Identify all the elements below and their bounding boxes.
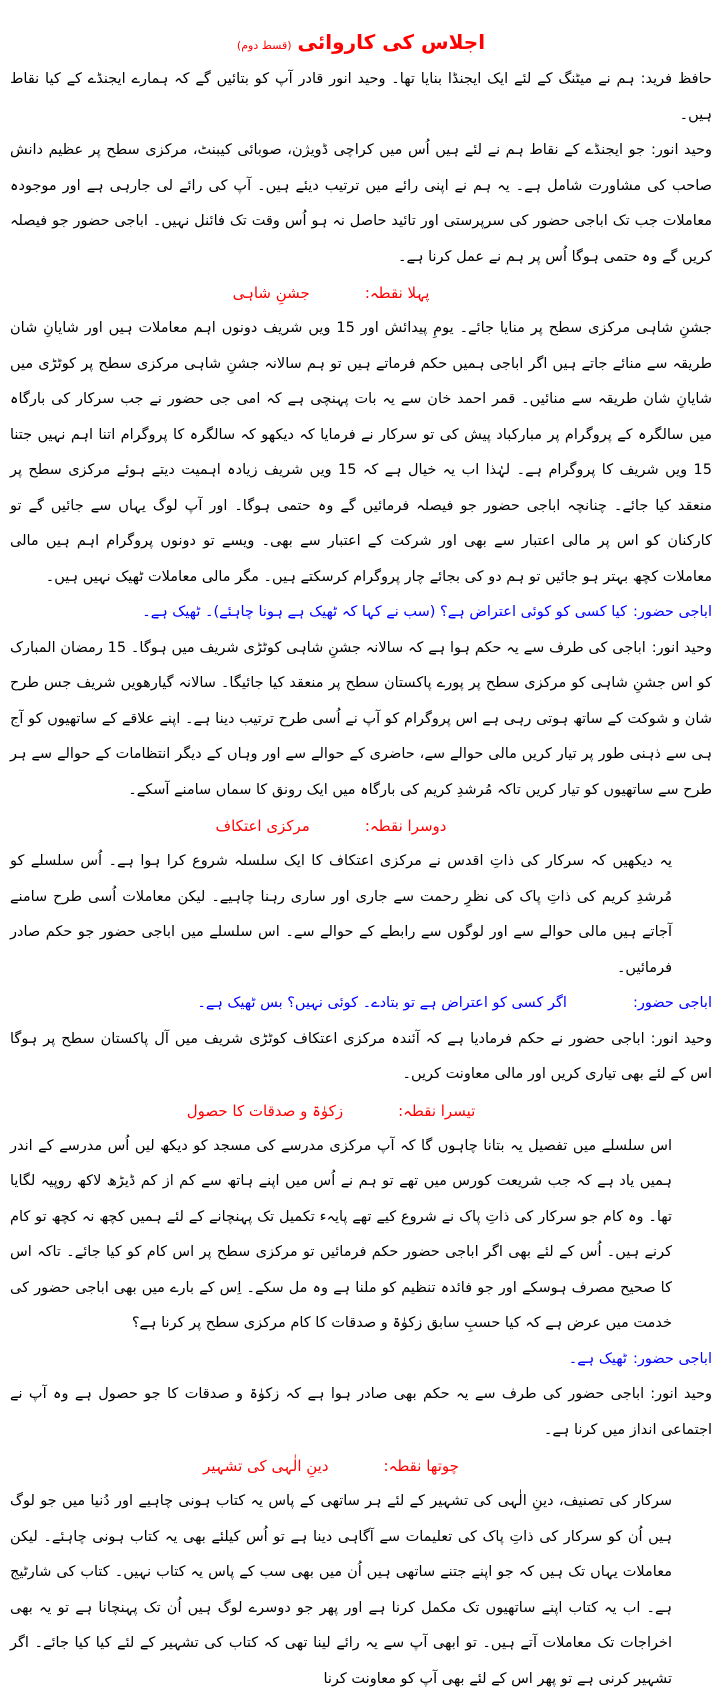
- section-heading-1: [10, 275, 712, 311]
- speaker-label: اباجی حضور:: [632, 1350, 712, 1367]
- speaker-label: اباجی حضور:: [632, 995, 712, 1011]
- paragraph-abaji-reply-2: [10, 986, 712, 1022]
- paragraph-text: اباجی کی طرف سے یہ حکم ہوا ہے کہ سالانہ جشنِ شاہی کوٹڑی شریف میں ہوگا۔ 15 رمضان المبارک کو اس جشنِ شاہی کو مرکزی سطح پر پورے پاکستان سطح پر منعقد کیا جائیگا۔ سالانہ گیارھویں شریف جس طرح شان و شوکت کے ساتھ ہوتی رہی ہے اس پروگرام کو آپ نے اُسی طرح ترتیب دینا ہے۔ اپنے علاقے کے ساتھیوں کو آج ہی سے ذہنی طور پر تیار کریں مالی حوالے سے، حاضری کے حوالے سے اور وہاں کے دیگر انتظامات کے حوالے سے ہر طرح سے ساتھیوں کو تیار کریں تاکہ مُرشدِ کریم کی بارگاہ میں ایک رونق کا سماں سامنے آسکے۔: [10, 639, 712, 798]
- heading-topic: دینِ الٰہی کی تشہیر: [203, 1457, 329, 1475]
- paragraph-text: جو ایجنڈے کے نقاط ہم نے لئے ہیں اُس میں کراچی ڈویژن، صوبائی کیبنٹ، مرکزی سطح پر عظیم دانش صاحب کی مشاورت شامل ہے۔ یہ ہم نے اپنی رائے میں ترتیب دیئے ہیں۔ آپ کی رائے لی جارہی ہے اور موجودہ معاملات جب تک اباجی حضور کی سرپرستی اور تائید حاصل نہ ہو اُس وقت تک فائنل نہیں۔ اباجی حضور جو فیصلہ کریں گے وہ حتمی ہوگا اُس پر ہم نے عمل کرنا ہے۔: [10, 142, 712, 265]
- paragraph-jashn-shahi: جشنِ شاہی مرکزی سطح پر منایا جائے۔ یومِ پیدائش اور 15 ویں شریف دونوں اہم معاملات ہیں اور شایانِ شان طریقہ سے منائے جاتے ہیں اگر اباجی ہمیں حکم فرماتے ہیں تو ہم سالانہ جشنِ شاہی مرکزی سطح پر کوٹڑی میں شایانِ شان طریقہ سے منائیں۔ قمر احمد خان سے یہ بات پہنچی ہے کہ امی جی حضور نے جب سرکار کی بارگاہ میں سالگرہ کے پروگرام پر مبارکباد پیش کی تو سرکار نے فرمایا کہ دیکھو کہ سالگرہ کا پروگرام اتنا اہم نہیں جتنا 15 ویں شریف کا پروگرام ہے۔ لہٰذا اب یہ خیال ہے کہ 15 ویں شریف زیادہ اہمیت دیتے ہوئے مرکزی سطح پر منعقد کیا جائے۔ چنانچہ اباجی حضور جو فیصلہ فرمائیں گے وہ حتمی ہوگا۔ اور آپ لوگ یہاں سے جائیں گے تو کارکنان کو اس پر مالی اعتبار سے بھی اور شرکت کے اعتبار سے بھی۔ ویسے تو دونوں پروگرام اہم ہیں مالی معاملات کچھ بہتر ہو جائیں تو ہم دو کی بجائے چار پروگرام کرسکتے ہیں۔ مگر مالی معاملات ٹھیک نہیں ہیں۔: [10, 320, 713, 585]
- paragraph-waheed-anwar-2: [10, 631, 712, 809]
- heading-topic: مرکزی اعتکاف: [215, 817, 310, 835]
- heading-label: چوتھا نقطہ:: [383, 1457, 459, 1475]
- document-title: [10, 22, 712, 62]
- paragraph-deen-e-ilahi: سرکار کی تصنیف، دینِ الٰہی کی تشہیر کے لئے ہر ساتھی کے پاس یہ کتاب ہونی چاہیے اور دُنیا میں جو لوگ ہیں اُن کو سرکار کی ذاتِ پاک کی تعلیمات سے آگاہی دینا ہے تو اُس کیلئے بھی یہ کتاب ہونی چاہئے۔ لیکن معاملات یہاں تک ہیں کہ جو اپنے جتنے ساتھی ہیں اُن میں بھی سب کے پاس یہ کتاب نہیں۔ کتاب کی شارٹیج ہے۔ اب یہ کتاب اپنے ساتھیوں تک مکمل کرنا ہے اور پھر جو دوسرے لوگ ہیں اُن تک پہنچانا ہے تو یہ بھی اخراجات تک معاملات آتے ہیں۔ تو ابھی آپ سے یہ رائے لینا تھی کہ کتاب کی تشہیر کے لئے کیا کیا جائے۔ اگر تشہیر کرنی ہے تو پھر اس کے لئے بھی آپ کو معاونت کرنا: [10, 1493, 672, 1687]
- speaker-label: وحید انور:: [651, 142, 712, 158]
- paragraph-text: اباجی حضور کی طرف سے یہ حکم بھی صادر ہوا ہے کہ زکوٰۃ و صدقات کا جو حصول ہے وہ آپ نے اجتماعی انداز میں کرنا ہے۔: [10, 1386, 712, 1438]
- heading-label: تیسرا نقطہ:: [398, 1101, 476, 1120]
- paragraph-text: اباجی حضور نے حکم فرمادیا ہے کہ آئندہ مرکزی اعتکاف کوٹڑی شریف میں آل پاکستان سطح پر ہوگا اس کے لئے بھی تیاری کریں اور مالی معاونت کریں۔: [10, 1030, 712, 1082]
- heading-topic: زکوٰۃ و صدقات کا حصول: [186, 1101, 344, 1120]
- paragraph-zakat: اس سلسلے میں تفصیل یہ بتانا چاہوں گا کہ آپ مرکزی مدرسے کی مسجد کو دیکھ لیں اُس مدرسے کے اندر ہمیں یاد ہے کہ جب شریعت کورس میں تھے تو ہم نے اُس میں اپنے ہاتھ سے کم از کم ڈیڑھ لاکھ روپیہ لگایا تھا۔ وہ کام جو سرکار کی ذاتِ پاک نے شروع کیے تھے پایہء تکمیل تک پہنچانے کے لئے ہمیں کچھ نہ کچھ تو کام کرنے ہیں۔ اُس کے لئے بھی اگر اباجی حضور حکم فرمائیں تو مرکزی سطح پر اس کام کو کیا جائے۔ تاکہ اس کا صحیح مصرف ہوسکے اور جو فائدہ تنظیم کو ملنا ہے وہ مل سکے۔ اِس کے بارے میں بھی اباجی حضور کی خدمت میں عرض ہے کہ کیا حسبِ سابق زکوٰۃ و صدقات کا کام مرکزی سطح پر کرنا ہے؟: [10, 1137, 672, 1331]
- heading-topic: جشنِ شاہی: [232, 284, 310, 302]
- paragraph-waheed-anwar-1: [10, 133, 712, 275]
- speaker-label: حافظ فرید:: [640, 71, 712, 87]
- speaker-label: اباجی حضور:: [632, 604, 712, 620]
- section-heading-2: [10, 808, 712, 844]
- paragraph-itikaf: یہ دیکھیں کہ سرکار کی ذاتِ اقدس نے مرکزی اعتکاف کا ایک سلسلہ شروع کرا ہوا ہے۔ اُس سلسلے کو مُرشدِ کریم کی ذاتِ پاک کی نظرِ رحمت سے جاری اور ساری رہنا چاہیے۔ لیکن معاملات اُسی طرح سامنے آجاتے ہیں مالی حوالے سے اور لوگوں سے رابطے کے حوالے سے۔ اس سلسلے میں اباجی حضور جو حکم صادر فرمائیں۔: [10, 853, 672, 976]
- speaker-label: وحید انور:: [650, 1386, 712, 1402]
- paragraph-hafiz-farid: [10, 62, 712, 133]
- section-heading-4: [10, 1448, 712, 1484]
- subtitle-text: (قسط دوم): [236, 39, 292, 52]
- heading-label: پہلا نقطہ:: [364, 284, 430, 302]
- paragraph-waheed-anwar-3: [10, 1022, 712, 1093]
- paragraph-text: اگر کسی کو اعتراض ہے تو بتادے۔ کوئی نہیں؟ بس ٹھیک ہے۔: [197, 995, 567, 1011]
- paragraph-text: کیا کسی کو کوئی اعتراض ہے؟ (سب نے کہا کہ ٹھیک ہے ہونا چاہئے)۔ ٹھیک ہے۔: [142, 604, 627, 620]
- speaker-label: وحید انور:: [650, 1030, 712, 1047]
- paragraph-text: ٹھیک ہے۔: [568, 1350, 627, 1367]
- paragraph-waheed-anwar-4: [10, 1377, 712, 1448]
- paragraph-text: ہم نے میٹنگ کے لئے ایک ایجنڈا بنایا تھا۔ وحید انور قادر آپ کو بتائیں گے کہ ہمارے ایجنڈے کے کیا نقاط ہیں۔: [10, 71, 712, 123]
- section-heading-3: [10, 1093, 712, 1129]
- speaker-label: وحید انور:: [651, 639, 712, 656]
- heading-label: دوسرا نقطہ:: [364, 817, 447, 835]
- paragraph-abaji-reply-1: [10, 595, 712, 631]
- title-text: اجلاس کی کاروائی: [297, 30, 486, 54]
- paragraph-abaji-reply-3: [10, 1342, 712, 1378]
